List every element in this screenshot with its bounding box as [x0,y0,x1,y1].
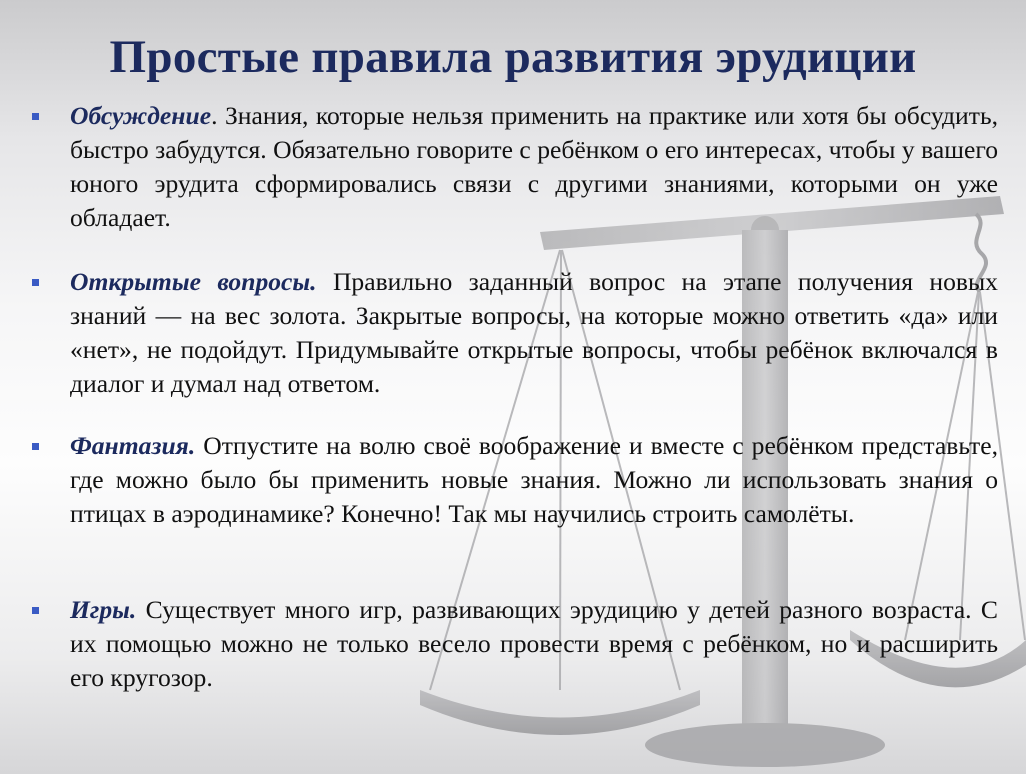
square-bullet-icon [32,443,39,450]
bullet-separator [317,267,333,296]
bullet-separator: . [211,101,225,130]
bullet-text [70,265,998,401]
bullet-term: Фантазия. [70,431,196,460]
bullet-body: Знания, которые нельзя применить на практике или хотя бы обсудить, быстро забудутся. Обязательно говорите с ребёнком о его интересах, чтобы у вашего юного эрудита сформировались связи с другими знаниями, которыми он уже обладает. [70,101,999,232]
slide-title: Простые правила развития эрудиции [109,31,917,83]
square-bullet-icon [32,113,39,120]
bullet-term: Открытые вопросы. [70,267,317,296]
scale-base [645,723,885,767]
square-bullet-icon [32,607,39,614]
square-bullet-icon [32,279,39,286]
bullet-text [70,593,998,695]
bullet-term: Игры. [70,595,137,624]
bullet-text [70,429,998,531]
bullet-body: Отпустите на волю своё воображение и вместе с ребёнком представьте, где можно было бы применить новые знания. Можно ли использовать знания о птицах в аэродинамике? Конечно! Так мы научились строить самолёты. [70,431,998,528]
bullet-body: Существует много игр, развивающих эрудицию у детей разного возраста. С их помощью можно не только весело провести время с ребёнком, но и расширить его кругозор. [70,595,998,692]
bullet-separator [136,595,145,624]
bullet-body: Правильно заданный вопрос на этапе получения новых знаний — на вес золота. Закрытые вопросы, на которые можно ответить «да» или «нет», не подойдут. Придумывайте открытые вопросы, чтобы ребёнок включался в диалог и думал над ответом. [70,267,998,398]
bullet-text [70,99,998,235]
scale-pan-left [420,690,700,735]
bullet-term: Обсуждение [70,101,212,130]
